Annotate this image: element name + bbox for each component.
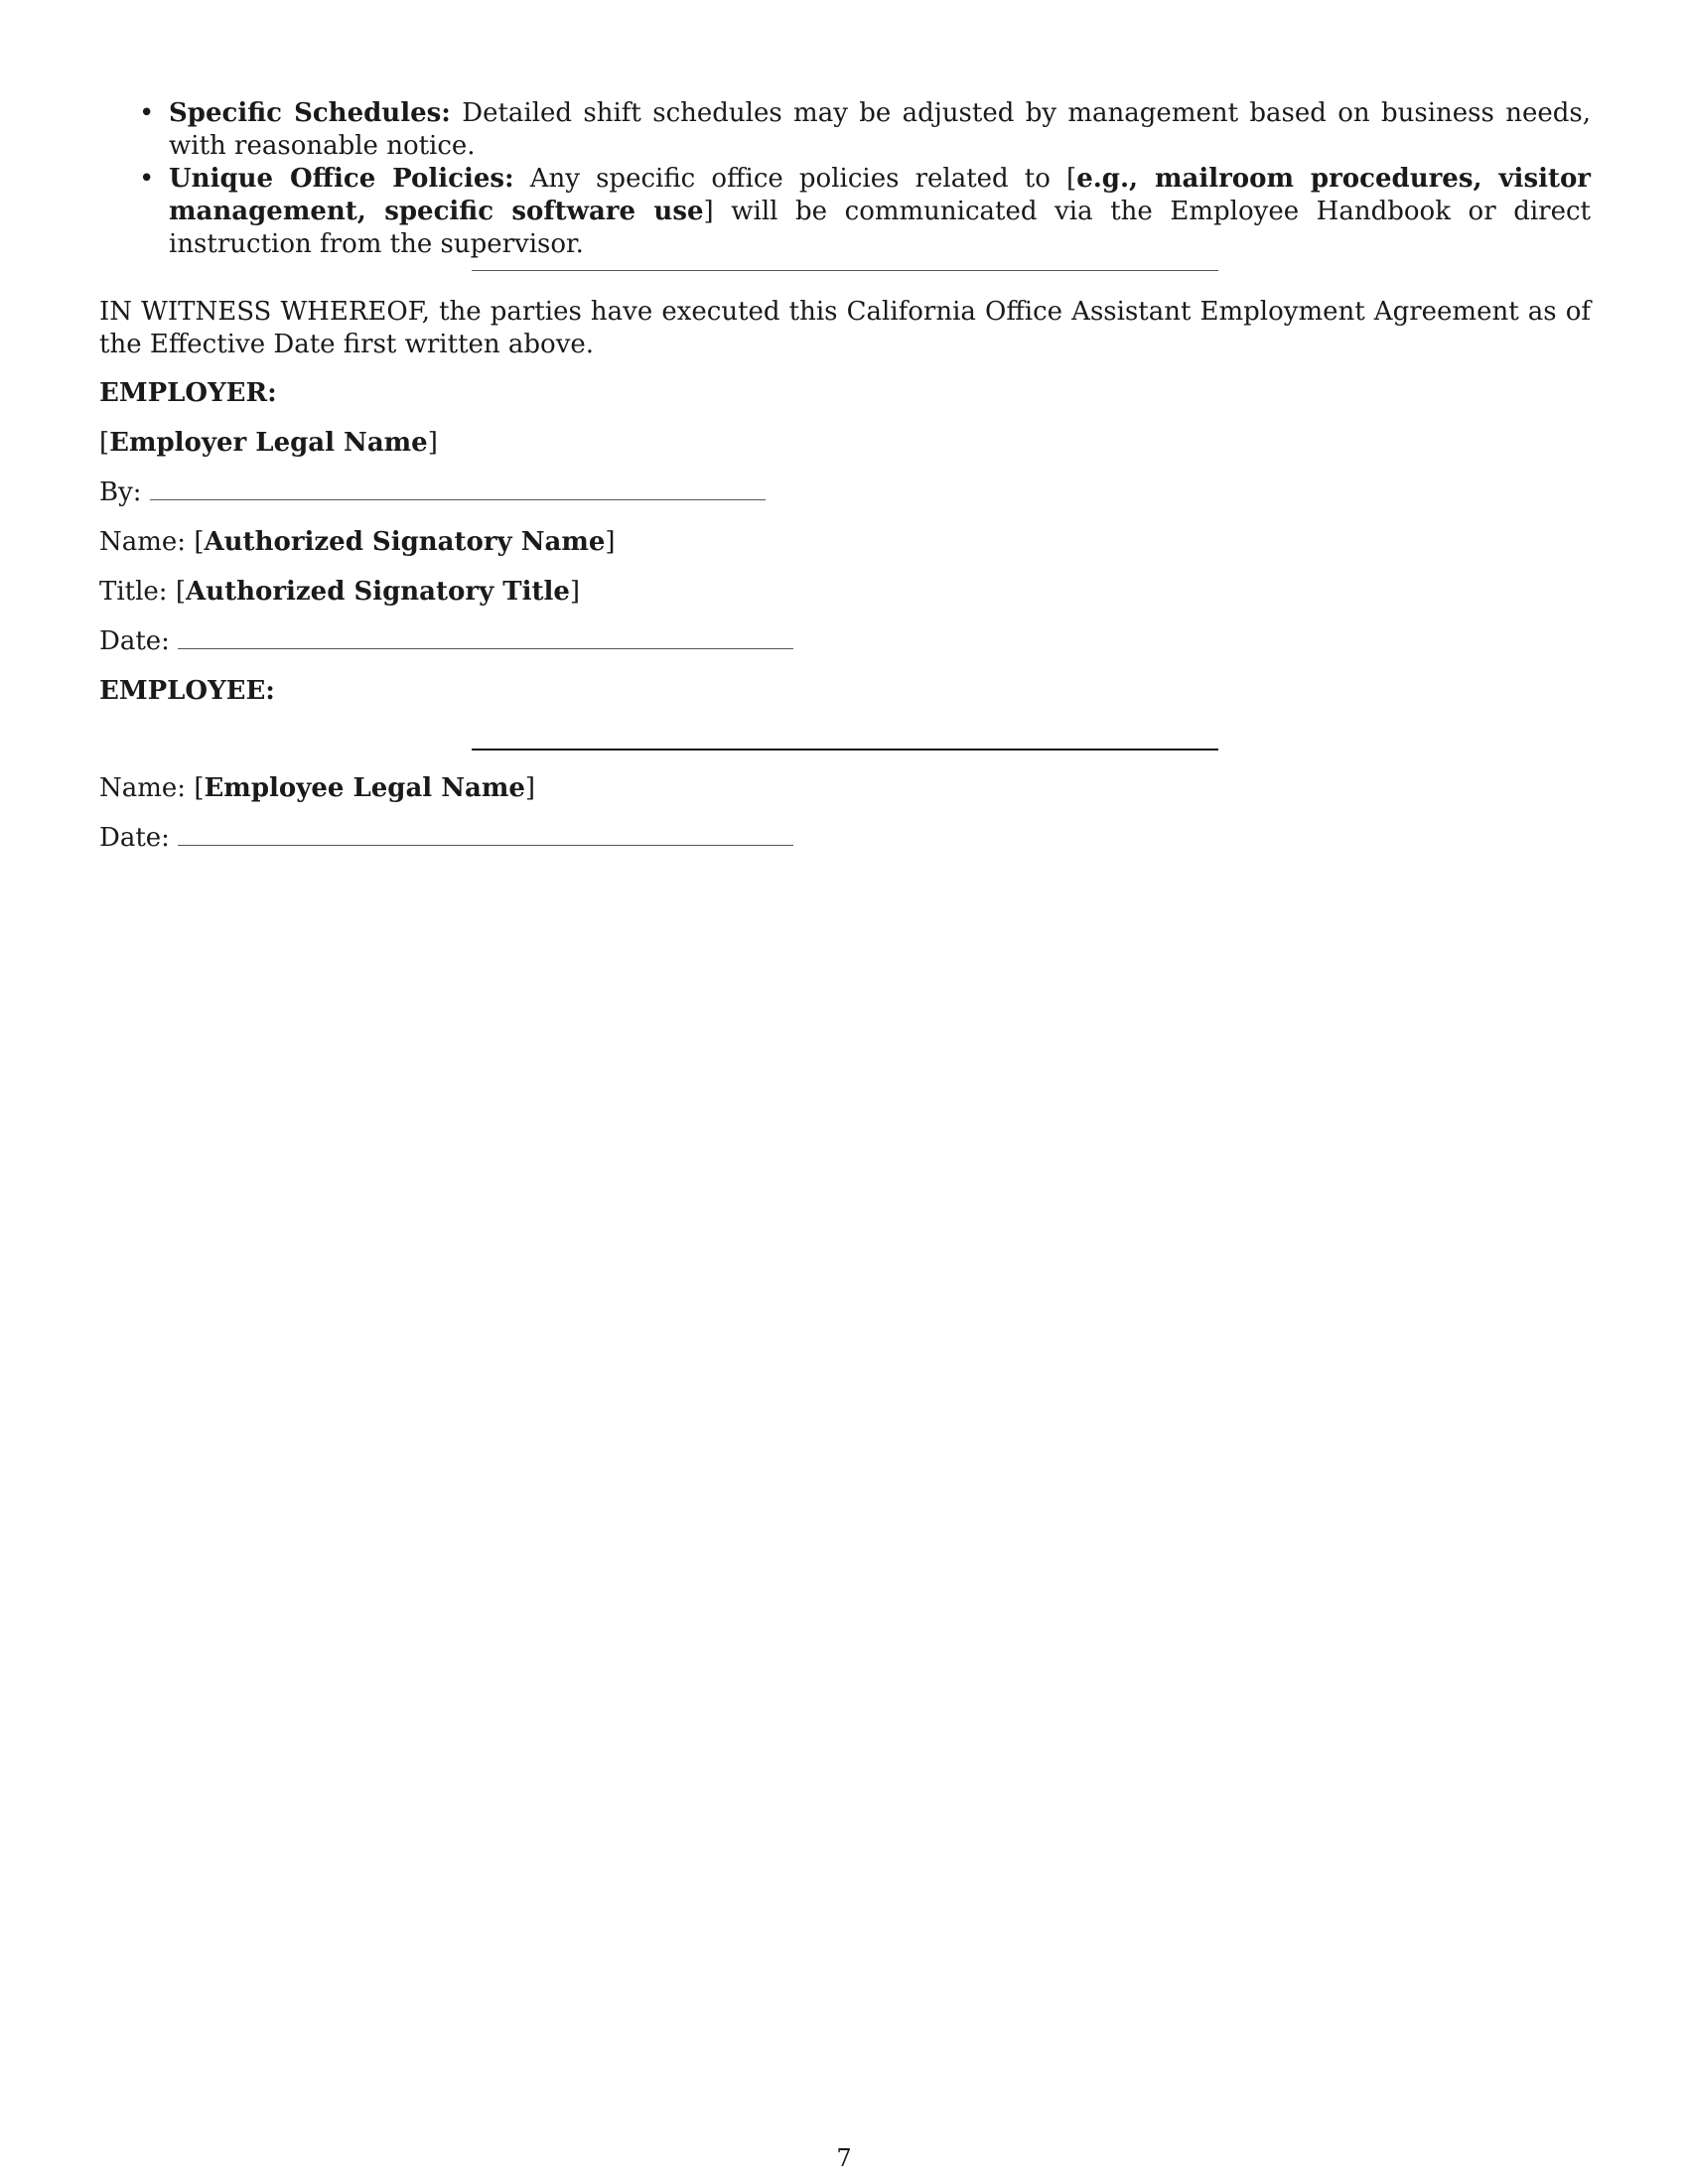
authorized-signatory-title: Authorized Signatory Title [186,577,570,607]
employer-name-row [99,526,616,559]
list-item [99,163,1591,261]
bracket-open: [ [194,773,205,803]
by-label: By: [99,478,142,507]
employee-heading: EMPLOYEE: [99,676,275,706]
employee-legal-name: Employee Legal Name [204,773,525,803]
bullet-label: Specific Schedules: [169,98,451,128]
authorized-signatory-name: Authorized Signatory Name [204,527,606,557]
bullet-text: Detailed shift schedules may be adjusted by management based on business needs, with reasonable notice. [169,98,1591,161]
bullet-label: Unique Office Policies: [169,164,514,194]
employee-signature-line[interactable] [472,749,1218,751]
bullet-text-after: ] will be communicated via the Employee Handbook or direct instruction from the supervisor. [169,197,1591,259]
policy-bullet-list [99,97,1591,261]
date-label: Date: [99,626,170,656]
employer-date-row [99,625,793,658]
witness-paragraph: IN WITNESS WHEREOF, the parties have executed this California Office Assistant Employment Agreement as of the Effective Date first written above. [99,297,1591,359]
employer-title-row [99,576,580,609]
employer-legal-name [99,427,438,460]
bracket-close: ] [605,527,616,557]
employee-date-line[interactable] [178,825,793,846]
name-label: Name: [99,773,195,803]
employer-signature-line[interactable] [150,479,766,500]
bracket-open: [ [99,428,110,458]
employer-date-line[interactable] [178,628,793,649]
employer-legal-name-value: Employer Legal Name [109,428,428,458]
bracket-close: ] [427,428,438,458]
bullet-icon: • [139,98,155,128]
employee-name-row [99,772,535,805]
bracket-close: ] [569,577,581,607]
bullet-icon: • [139,164,155,194]
title-label: Title: [99,577,176,607]
bullet-placeholder: e.g., mailroom procedures, visitor management, specific software use [169,164,1592,226]
bracket-close: ] [524,773,536,803]
date-label: Date: [99,823,170,853]
document-page [99,0,1591,2184]
employer-by-row [99,477,766,509]
employer-heading: EMPLOYER: [99,378,277,408]
employee-date-row [99,822,793,855]
list-item [99,97,1591,163]
bullet-text: Any specific office policies related to [ [513,164,1077,194]
section-divider [472,270,1218,271]
bracket-open: [ [175,577,186,607]
bracket-open: [ [194,527,205,557]
name-label: Name: [99,527,195,557]
page-number: 7 [836,2144,852,2172]
